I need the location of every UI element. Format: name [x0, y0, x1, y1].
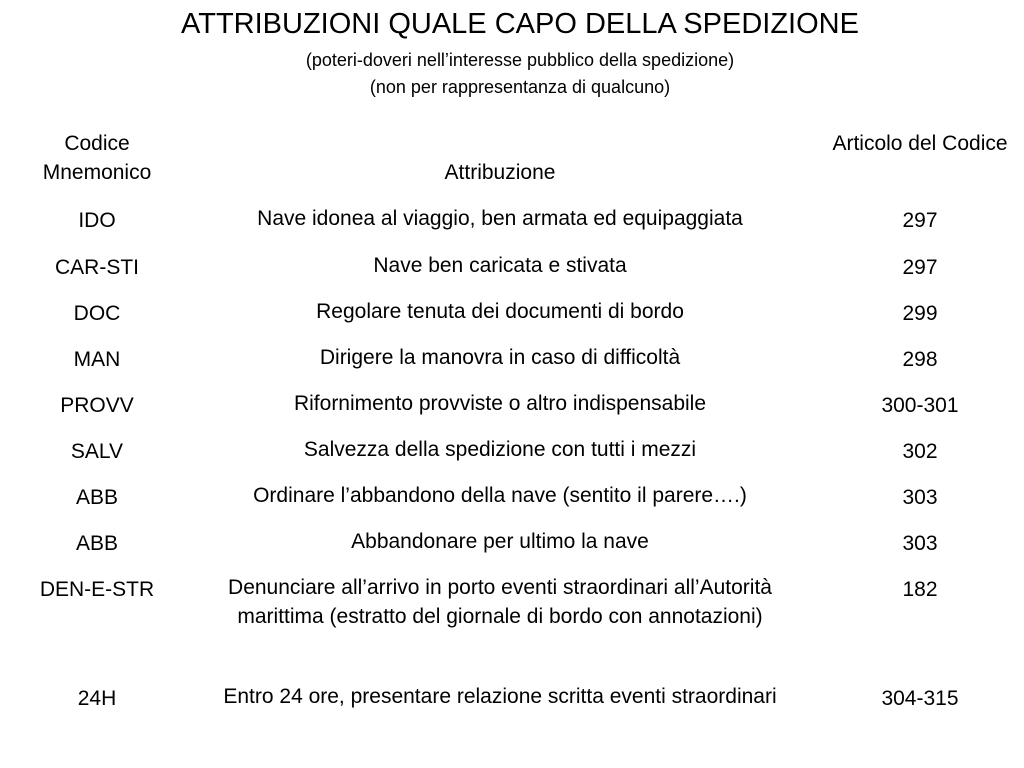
row-article: 297	[902, 209, 938, 232]
row-code: 24H	[77, 687, 117, 710]
header-article: Articolo del Codice	[832, 132, 1008, 155]
row-article: 303	[902, 486, 938, 509]
row-attribution: Nave idonea al viaggio, ben armata ed equipaggiata	[257, 207, 743, 230]
row-code: PROVV	[60, 394, 134, 417]
row-article: 302	[902, 440, 938, 463]
row-attribution: Regolare tenuta dei documenti di bordo	[316, 300, 684, 323]
row-article: 303	[902, 532, 938, 555]
row-article: 297	[902, 256, 938, 279]
row-article: 304-315	[881, 687, 959, 710]
row-article: 300-301	[881, 394, 959, 417]
row-article: 182	[902, 578, 938, 601]
row-attribution: Denunciare all’arrivo in porto eventi straordinari all’Autorità marittima (estratto del giornale di bordo con annotazioni)	[228, 576, 772, 628]
row-code: DEN-E-STR	[39, 578, 155, 601]
row-attribution: Entro 24 ore, presentare relazione scritta eventi straordinari	[223, 685, 777, 708]
header-attribution: Attribuzione	[444, 161, 556, 184]
row-code: SALV	[70, 440, 124, 463]
row-code: MAN	[73, 348, 121, 371]
row-attribution: Nave ben caricata e stivata	[373, 254, 627, 277]
row-code: DOC	[73, 302, 121, 325]
row-article: 299	[902, 302, 938, 325]
row-article: 298	[902, 348, 938, 371]
row-attribution: Ordinare l’abbandono della nave (sentito il parere….)	[253, 484, 747, 507]
page-title: ATTRIBUZIONI QUALE CAPO DELLA SPEDIZIONE	[181, 8, 859, 40]
row-attribution: Rifornimento provviste o altro indispensabile	[293, 392, 707, 415]
row-code: ABB	[75, 532, 119, 555]
subtitle-line-2: (non per rappresentanza di qualcuno)	[369, 77, 671, 97]
row-code: ABB	[75, 486, 119, 509]
row-attribution: Abbandonare per ultimo la nave	[351, 530, 649, 553]
row-attribution: Salvezza della spedizione con tutti i mezzi	[303, 438, 697, 461]
row-code: CAR-STI	[55, 256, 139, 279]
header-code: Codice Mnemonico	[42, 132, 152, 184]
row-attribution: Dirigere la manovra in caso di difficoltà	[319, 346, 681, 369]
row-code: IDO	[78, 209, 116, 232]
subtitle-line-1: (poteri-doveri nell’interesse pubblico della spedizione)	[305, 50, 735, 70]
